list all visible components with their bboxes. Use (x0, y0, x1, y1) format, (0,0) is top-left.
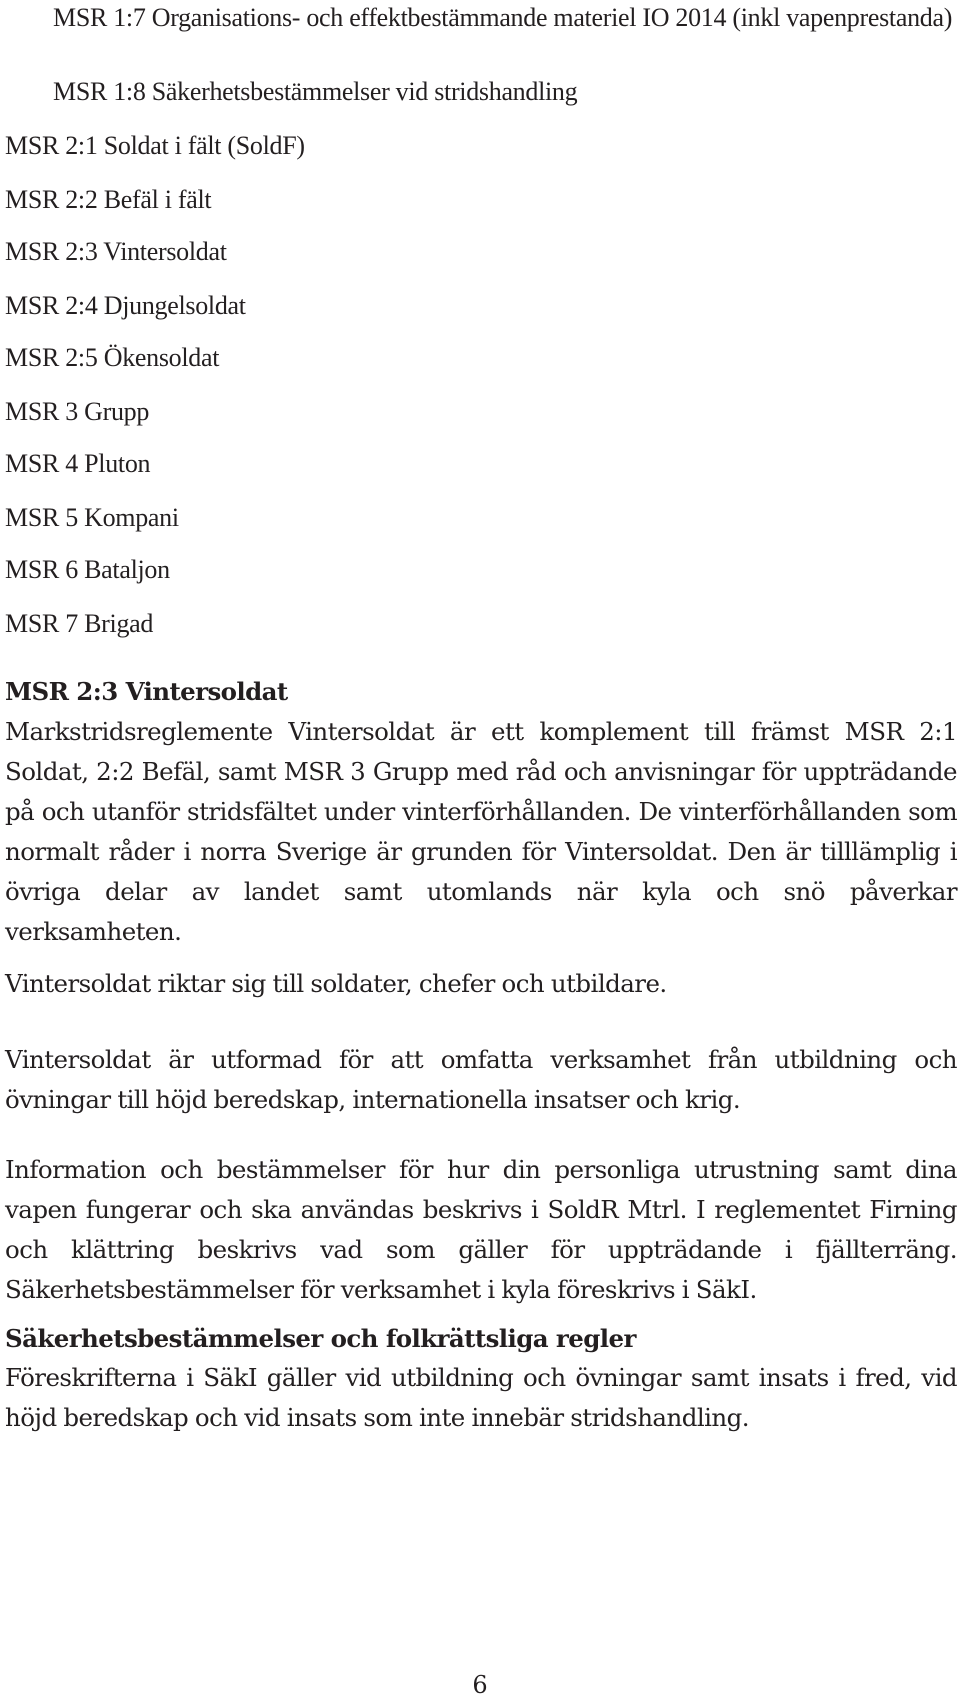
body-paragraph: Föreskrifterna i SäkI gäller vid utbildning och övningar samt insats i fred, vid höjd beredskap och vid insats som inte innebär stridshandling. (5, 1363, 957, 1432)
list-item: MSR 6 Bataljon (5, 555, 170, 584)
body-paragraph: Vintersoldat är utformad för att omfatta verksamhet från utbildning och övningar till höjd beredskap, internationella insatser och krig. (5, 1045, 957, 1114)
list-item: MSR 1:8 Säkerhetsbestämmelser vid stridshandling (53, 77, 578, 106)
list-item: MSR 4 Pluton (5, 449, 151, 478)
body-paragraph: Markstridsreglemente Vintersoldat är ett komplement till främst MSR 2:1 Soldat, 2:2 Befäl, samt MSR 3 Grupp med råd och anvisningar för uppträdande på och utanför stridsfältet under vinterförhållanden. De vinterförhållanden som normalt råder i norra Sverige är grunden för Vintersoldat. Den är tilllämplig i övriga delar av landet samt utomlands när kyla och snö påverkar verksamheten. (5, 717, 957, 946)
list-item: MSR 5 Kompani (5, 503, 179, 532)
list-item: MSR 2:3 Vintersoldat (5, 237, 227, 266)
list-item: MSR 1:7 Organisations- och effektbestämmande materiel IO 2014 (inkl vapenprestanda) (53, 3, 953, 32)
body-paragraph: Vintersoldat riktar sig till soldater, chefer och utbildare. (5, 969, 667, 998)
section-heading: MSR 2:3 Vintersoldat (5, 677, 288, 706)
body-paragraph: Information och bestämmelser för hur din personliga utrustning samt dina vapen fungerar och ska användas beskrivs i SoldR Mtrl. I reglementet Firning och klättring beskrivs vad som gäller för uppträdande i fjällterräng. Säkerhetsbestämmelser för verksamhet i kyla föreskrivs i SäkI. (5, 1155, 957, 1304)
list-item: MSR 2:2 Befäl i fält (5, 185, 212, 214)
list-item: MSR 7 Brigad (5, 609, 154, 638)
list-item: MSR 2:1 Soldat i fält (SoldF) (5, 131, 305, 160)
list-item: MSR 2:5 Ökensoldat (5, 343, 220, 372)
section-heading: Säkerhetsbestämmelser och folkrättsliga regler (5, 1324, 636, 1353)
page-number: 6 (472, 1671, 488, 1699)
list-item: MSR 3 Grupp (5, 397, 150, 426)
list-item: MSR 2:4 Djungelsoldat (5, 291, 246, 320)
